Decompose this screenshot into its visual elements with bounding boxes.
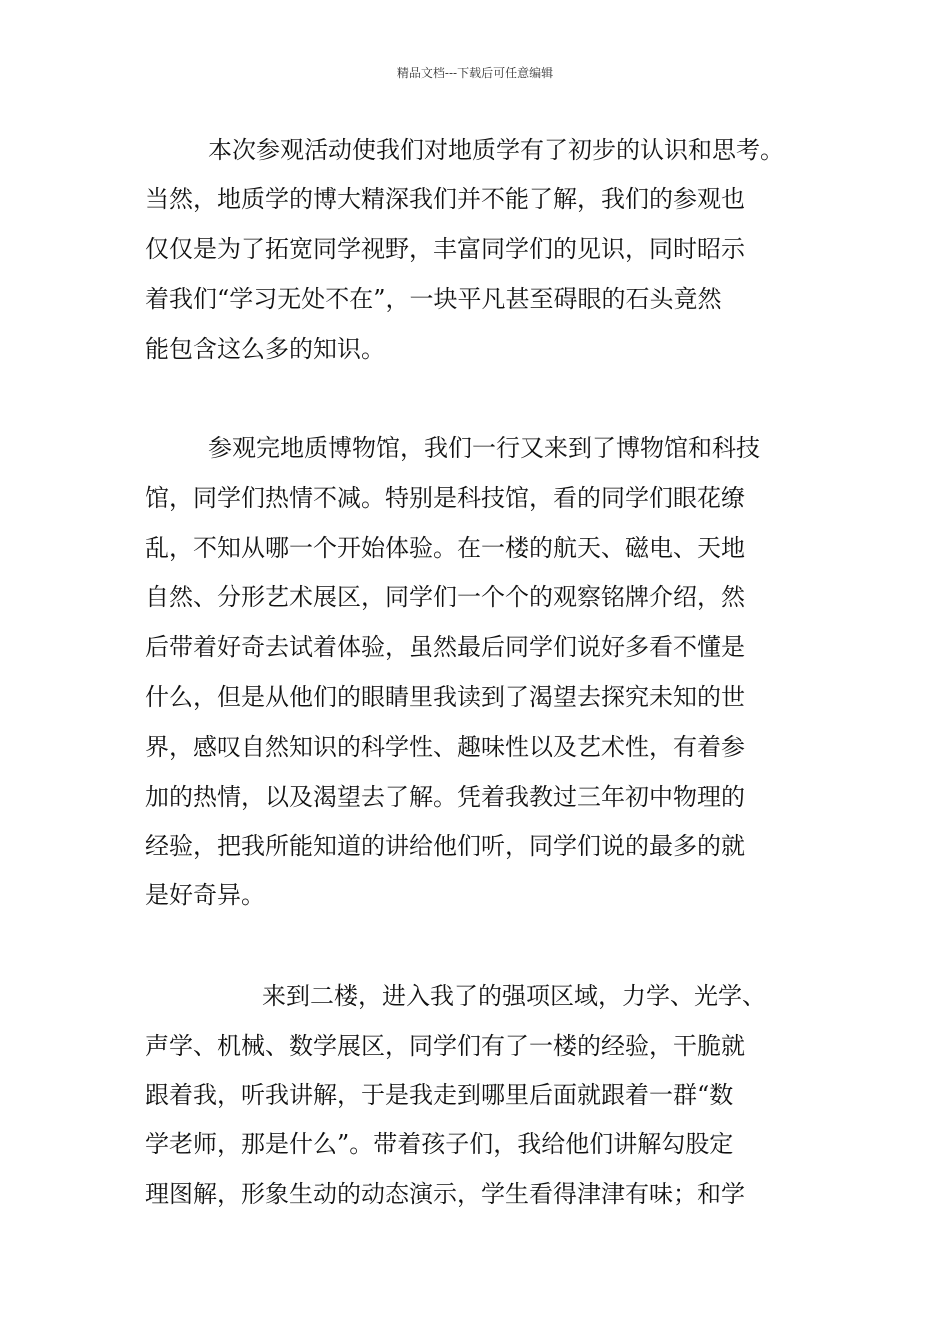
text-line: 馆，同学们热情不减。特别是科技馆，看的同学们眼花缭 [145,484,745,512]
text-line: 来到二楼，进入我了的强项区域，力学、光学、 [262,982,766,1010]
text-line: 跟着我，听我讲解，于是我走到哪里后面就跟着一群“数 [145,1081,734,1109]
text-line: 界，感叹自然知识的科学性、趣味性以及艺术性，有着参 [145,733,745,761]
text-line: 学老师，那是什么”。带着孩子们，我给他们讲解勾股定 [145,1130,734,1158]
text-line: 加的热情，以及渴望去了解。凭着我教过三年初中物理的 [145,783,745,811]
text-line: 当然，地质学的博大精深我们并不能了解，我们的参观也 [145,185,745,213]
text-line: 什么，但是从他们的眼睛里我读到了渴望去探究未知的世 [145,683,745,711]
text-line: 着我们“学习无处不在”，一块平凡甚至碍眼的石头竟然 [145,285,722,313]
text-line: 声学、机械、数学展区，同学们有了一楼的经验，干脆就 [145,1032,745,1060]
text-line: 理图解，形象生动的动态演示，学生看得津津有味；和学 [145,1180,745,1208]
page-header: 精品文档---下载后可任意编辑 [396,66,554,80]
text-line: 能包含这么多的知识。 [145,335,385,363]
text-line: 后带着好奇去试着体验，虽然最后同学们说好多看不懂是 [145,633,745,661]
text-line: 经验，把我所能知道的讲给他们听，同学们说的最多的就 [145,832,745,860]
text-line: 是好奇异。 [145,881,265,909]
text-line: 本次参观活动使我们对地质学有了初步的认识和思考。 [208,136,784,164]
text-line: 参观完地质博物馆，我们一行又来到了博物馆和科技 [208,434,760,462]
text-line: 乱，不知从哪一个开始体验。在一楼的航天、磁电、天地 [145,534,745,562]
text-line: 自然、分形艺术展区，同学们一个个的观察铭牌介绍，然 [145,583,745,611]
text-line: 仅仅是为了拓宽同学视野，丰富同学们的见识，同时昭示 [145,235,745,263]
